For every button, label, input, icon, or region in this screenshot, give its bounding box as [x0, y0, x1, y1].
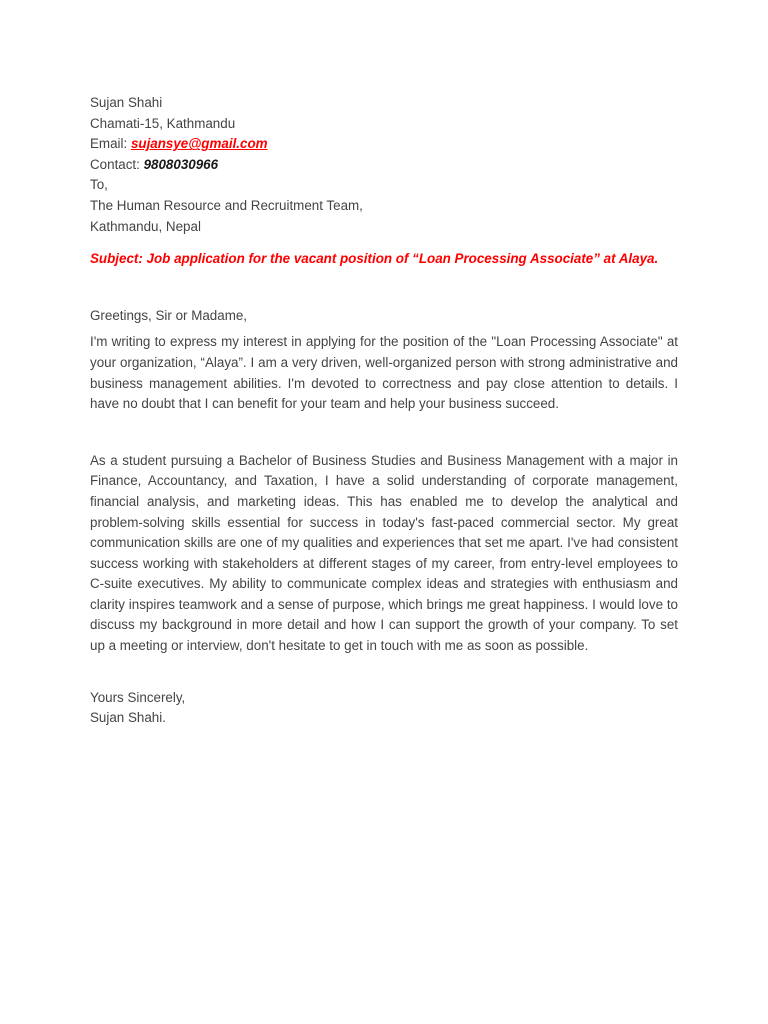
sender-address: Chamati-15, Kathmandu	[90, 115, 236, 131]
contact-label: Contact:	[90, 156, 144, 172]
sender-name: Sujan Shahi	[90, 95, 163, 110]
closing: Yours Sincerely,	[90, 689, 186, 705]
email-label: Email:	[90, 136, 131, 152]
recipient-name: The Human Resource and Recruitment Team,	[90, 197, 363, 213]
letter-body	[90, 93, 678, 729]
greeting: Greetings, Sir or Madame,	[90, 307, 248, 323]
email-line	[90, 134, 678, 155]
body-paragraph-1: I'm writing to express my interest in applying for the position of the "Loan Processing Associate" at your organization, “Alaya”. I am a very driven, well-organized person with strong administrative and business management abilities. I'm devoted to correctness and pay close attention to details. I have no doubt that I can benefit for your team and help your business succeed.	[90, 334, 678, 412]
recipient-address: Kathmandu, Nepal	[90, 218, 201, 234]
subject-line: Subject: Job application for the vacant position of “Loan Processing Associate” at Alaya.	[90, 251, 659, 267]
signature: Sujan Shahi.	[90, 710, 166, 726]
body-paragraph-2: As a student pursuing a Bachelor of Business Studies and Business Management with a major in Finance, Accountancy, and Taxation, I have a solid understanding of corporate management, financial analysis, and marketing ideas. This has enabled me to develop the analytical and problem-solving skills essential for success in today's fast-paced commercial sector. My great communication skills are one of my qualities and experiences that set me apart. I've had consistent success working with stakeholders at different stages of my career, from entry-level employees to C-suite executives. My ability to communicate complex ideas and strategies with enthusiasm and clarity inspires teamwork and a sense of purpose, which brings me great happiness. I would love to discuss my background in more detail and how I can support the growth of your company. To set up a meeting or interview, don't hesitate to get in touch with me as soon as possible.	[90, 452, 678, 654]
contact-line	[90, 155, 678, 176]
contact-phone: 9808030966	[143, 156, 219, 172]
to-label: To,	[90, 177, 108, 193]
email-link[interactable]: sujansye@gmail.com	[130, 136, 268, 152]
